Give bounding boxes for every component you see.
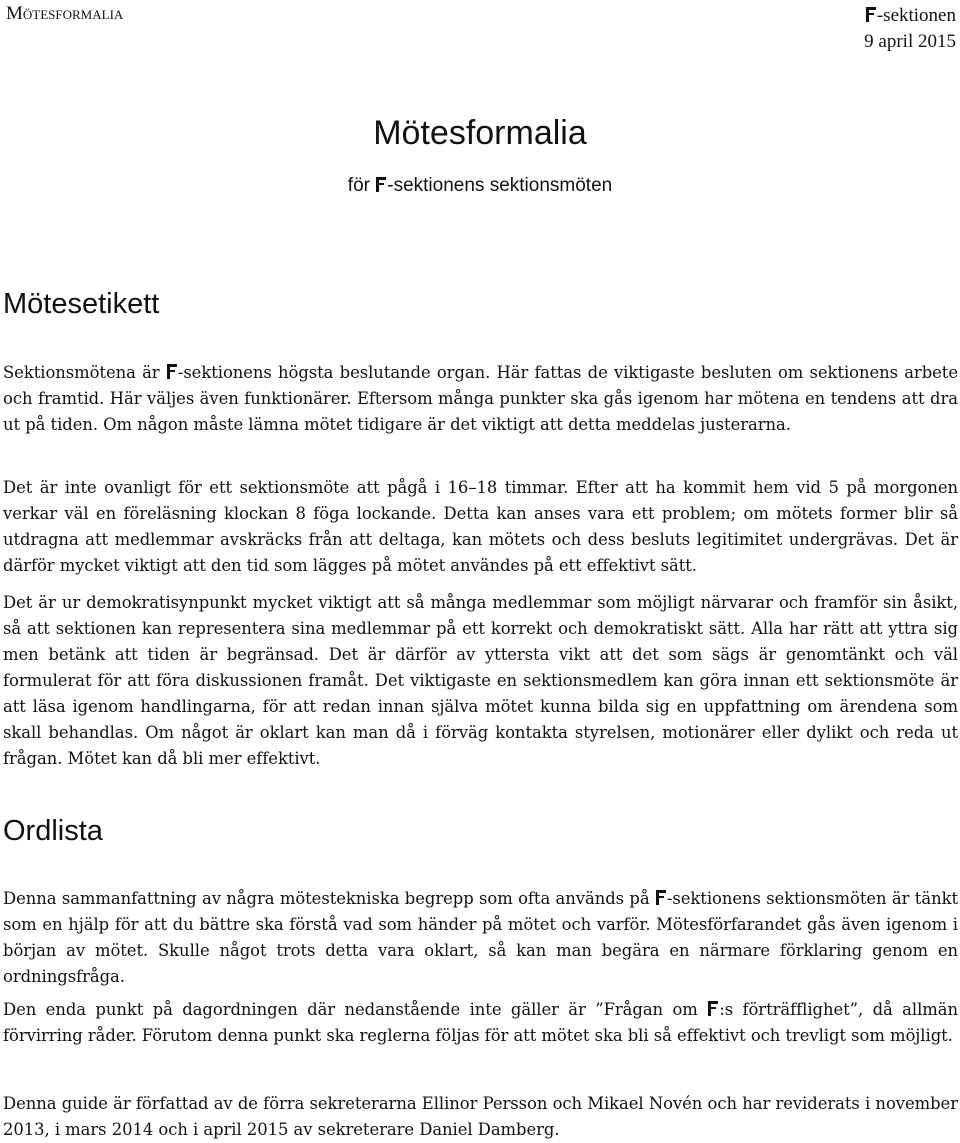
header-date: 9 april 2015 [864, 31, 956, 52]
f-section-logo-icon [375, 177, 386, 192]
running-header-title: Mötesformalia [6, 3, 124, 24]
paragraph-6: Denna guide är författad av de förra sekreterarna Ellinor Persson och Mikael Novén och har reviderats i november 2013, i mars 2014 och i april 2015 av sekreterare Daniel Damberg. [3, 1094, 958, 1139]
running-header-right [864, 3, 956, 55]
section-heading-ordlista: Ordlista [3, 815, 103, 847]
section-heading-motesetikett: Mötesetikett [3, 288, 160, 320]
paragraph-5: Den enda punkt på dagordningen där nedanstående inte gäller är ”Frågan om :s förträfflighet”, då allmän förvirring råder. Förutom denna punkt ska reglerna följas för att mötet ska bli så effektivt och trevligt som möjligt. [3, 1000, 958, 1045]
header-section-name: -sektionen [864, 3, 956, 29]
f-section-logo-icon [707, 1001, 718, 1016]
paragraph-2: Det är inte ovanligt för ett sektionsmöte att pågå i 16–18 timmar. Efter att ha kommit hem vid 5 på morgonen verkar väl en föreläsning klockan 8 föga lockande. Detta kan anses vara ett problem; om mötets former blir så utdragna att medlemmar avskräcks från att deltaga, kan mötets och dess besluts legitimitet undergrävas. Det är därför mycket viktigt att den tid som lägges på mötet användes på ett effektivt sätt. [3, 478, 958, 575]
document-title: Mötesformalia [373, 114, 587, 152]
paragraph-1: Sektionsmötena är -sektionens högsta beslutande organ. Här fattas de viktigaste besluten om sektionens arbete och framtid. Här väljes även funktionärer. Eftersom många punkter ska gås igenom har mötena en tendens att dra ut på tiden. Om någon måste lämna mötet tidigare är det viktigt att detta meddelas justerarna. [3, 363, 958, 434]
document-subtitle: för -sektionens sektionsmöten [347, 175, 613, 196]
paragraph-4: Denna sammanfattning av några mötestekniska begrepp som ofta används på -sektionens sektionsmöten är tänkt som en hjälp för att du bättre ska förstå vad som händer på mötet och varför. Mötesförfarandet gås även igenom i början av mötet. Skulle något trots detta vara oklart, så kan man begära en närmare förklaring genom en ordningsfråga. [3, 889, 958, 986]
f-section-logo-icon [166, 364, 177, 379]
paragraph-3: Det är ur demokratisynpunkt mycket viktigt att så många medlemmar som möjligt närvarar och framför sin åsikt, så att sektionen kan representera sina medlemmar på ett korrekt och demokratiskt sätt. Alla har rätt att yttra sig men betänk att tiden är begränsad. Det är därför av yttersta vikt att det som sägs är genomtänkt och väl formulerat för att föra diskussionen framåt. Det viktigaste en sektionsmedlem kan göra innan ett sektionsmöte är att läsa igenom handlingarna, för att redan innan själva mötet kunna bilda sig en uppfattning om ärendena som skall behandlas. Om något är oklart kan man då i förväg kontakta styrelsen, motionärer eller dylikt och reda ut frågan. Mötet kan då bli mer effektivt. [3, 593, 958, 768]
f-section-logo-icon [865, 7, 876, 22]
f-section-logo-icon [655, 890, 666, 905]
